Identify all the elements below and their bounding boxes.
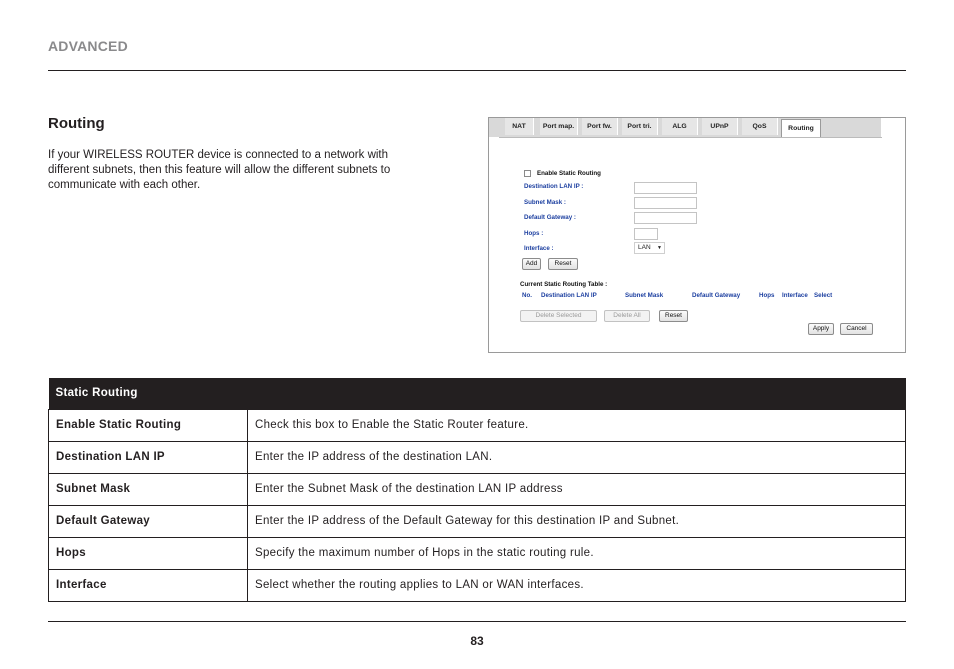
tab-port-fw[interactable]: Port fw. xyxy=(582,118,618,135)
col-destination-ip: Destination LAN IP xyxy=(541,292,597,299)
routing-table-caption: Current Static Routing Table : xyxy=(520,281,608,288)
tab-port-tri[interactable]: Port tri. xyxy=(622,118,658,135)
interface-select[interactable] xyxy=(634,242,665,254)
tab-port-map[interactable]: Port map. xyxy=(540,118,578,135)
col-select: Select xyxy=(814,292,833,299)
static-routing-table xyxy=(48,378,906,602)
default-gateway-label: Default Gateway : xyxy=(524,214,576,221)
row-description: Enter the IP address of the destination LAN. xyxy=(248,441,906,473)
row-description: Enter the IP address of the Default Gateway for this destination IP and Subnet. xyxy=(248,505,906,537)
table-row xyxy=(49,505,906,537)
table-row xyxy=(49,537,906,569)
col-no: No. xyxy=(522,292,532,299)
col-subnet-mask: Subnet Mask xyxy=(625,292,664,299)
row-name: Default Gateway xyxy=(49,505,248,537)
tab-upnp[interactable]: UPnP xyxy=(702,118,738,135)
intro-paragraph: If your WIRELESS ROUTER device is connected to a network with different subnets, then this feature will allow the different subnets to communicate with each other. xyxy=(48,149,391,191)
section-header: ADVANCED xyxy=(48,38,128,54)
table-reset-button[interactable]: Reset xyxy=(659,310,688,322)
hops-label: Hops : xyxy=(524,230,544,237)
table-row xyxy=(49,473,906,505)
subnet-mask-label: Subnet Mask : xyxy=(524,199,566,206)
col-hops: Hops xyxy=(759,292,775,299)
tab-nat[interactable]: NAT xyxy=(505,118,534,135)
apply-button[interactable]: Apply xyxy=(808,323,834,335)
table-header-row xyxy=(49,378,906,409)
default-gateway-input[interactable] xyxy=(634,212,697,224)
page-title: Routing xyxy=(48,115,105,132)
enable-static-routing-checkbox[interactable] xyxy=(524,170,531,177)
table-row xyxy=(49,441,906,473)
delete-selected-button[interactable]: Delete Selected xyxy=(520,310,597,322)
add-button[interactable]: Add xyxy=(522,258,541,270)
row-description: Select whether the routing applies to LAN or WAN interfaces. xyxy=(248,569,906,601)
interface-label: Interface : xyxy=(524,245,554,252)
table-row xyxy=(49,409,906,441)
table-row xyxy=(49,569,906,601)
row-name: Destination LAN IP xyxy=(49,441,248,473)
row-name: Hops xyxy=(49,537,248,569)
chevron-down-icon: ▼ xyxy=(657,245,662,251)
dest-ip-input[interactable] xyxy=(634,182,697,194)
reset-button[interactable]: Reset xyxy=(548,258,578,270)
tab-bar xyxy=(489,118,881,137)
bottom-divider xyxy=(48,621,906,622)
col-default-gateway: Default Gateway xyxy=(692,292,741,299)
tab-alg[interactable]: ALG xyxy=(662,118,698,135)
subnet-mask-input[interactable] xyxy=(634,197,697,209)
row-description: Enter the Subnet Mask of the destination LAN IP address xyxy=(248,473,906,505)
dest-ip-label: Destination LAN IP : xyxy=(524,183,584,190)
interface-value: LAN xyxy=(638,244,651,251)
row-name: Enable Static Routing xyxy=(49,409,248,441)
row-name: Interface xyxy=(49,569,248,601)
tab-qos[interactable]: QoS xyxy=(742,118,778,135)
hops-input[interactable] xyxy=(634,228,658,240)
tab-routing[interactable]: Routing xyxy=(781,119,821,137)
row-name: Subnet Mask xyxy=(49,473,248,505)
enable-static-routing-label: Enable Static Routing xyxy=(537,170,601,177)
delete-all-button[interactable]: Delete All xyxy=(604,310,650,322)
cancel-button[interactable]: Cancel xyxy=(840,323,873,335)
row-description: Specify the maximum number of Hops in the static routing rule. xyxy=(248,537,906,569)
page-number: 83 xyxy=(470,634,484,648)
top-divider xyxy=(48,70,906,71)
col-interface: Interface xyxy=(782,292,808,299)
table-header: Static Routing xyxy=(49,378,906,409)
row-description: Check this box to Enable the Static Router feature. xyxy=(248,409,906,441)
